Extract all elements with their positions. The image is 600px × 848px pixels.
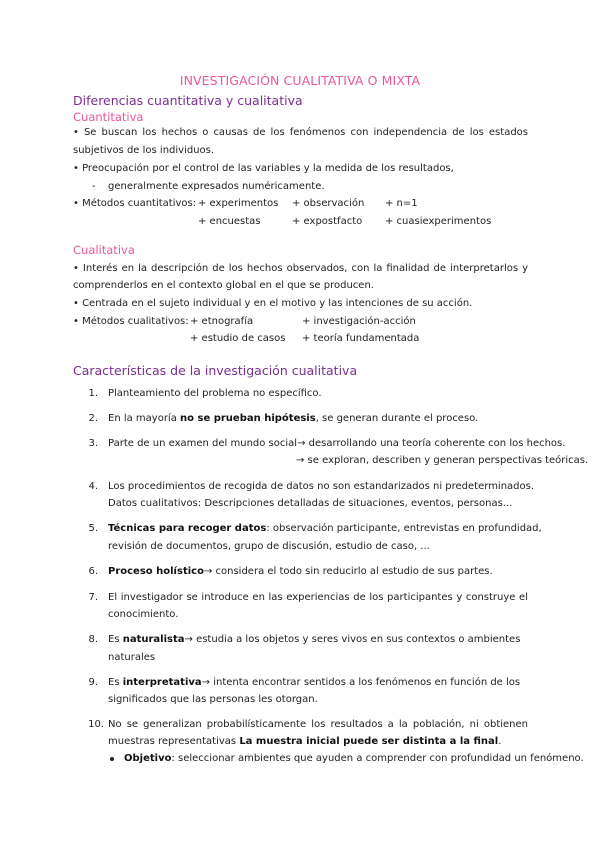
item-number: 5.: [88, 523, 98, 534]
item-10-line-1: No se generalizan probabilísticamente los resultados a la población, ni obtienen: [108, 719, 528, 730]
item-5-line-2: revisión de documentos, grupo de discusión, estudio de caso, ...: [108, 541, 430, 552]
cual-bullet-2: • Centrada en el sujeto individual y en el motivo y las intenciones de su acción.: [73, 298, 473, 309]
item-number: 7.: [88, 592, 98, 603]
cuant-method: + encuestas: [198, 216, 261, 227]
cuant-bullet-1-line-1: • Se buscan los hechos o causas de los fenómenos con independencia de los estados: [73, 127, 528, 138]
cuant-dash: -: [92, 181, 96, 192]
bullet-dot: [110, 757, 114, 761]
item-number: 6.: [88, 566, 98, 577]
item-7-line-1: El investigador se introduce en las experiencias de los participantes y construye el: [108, 592, 528, 603]
cuant-method: + experimentos: [198, 198, 279, 209]
item-1-text: Planteamiento del problema no específico.: [108, 388, 322, 399]
section-heading-caracteristicas: Características de la investigación cualitativa: [73, 363, 358, 378]
cual-method: + etnografía: [190, 316, 254, 327]
item-number: 3.: [88, 438, 98, 449]
item-6-text: Proceso holístico→ considera el todo sin reducirlo al estudio de sus partes.: [108, 566, 493, 577]
cual-method: + teoría fundamentada: [302, 333, 420, 344]
item-number: 8.: [88, 634, 98, 645]
subheading-cualitativa: Cualitativa: [73, 243, 135, 257]
objetivo-line: Objetivo: seleccionar ambientes que ayuden a comprender con profundidad un fenómeno.: [124, 753, 584, 764]
item-number: 9.: [88, 677, 98, 688]
item-number: 2.: [88, 413, 98, 424]
cuant-method: + expostfacto: [292, 216, 363, 227]
item-10-line-2: muestras representativas La muestra inicial puede ser distinta a la final.: [108, 736, 502, 747]
item-number: 10.: [88, 719, 104, 730]
cuant-bullet-1-line-2: subjetivos de los individuos.: [73, 145, 215, 156]
item-3-line-2: → se exploran, describen y generan perspectivas teóricas.: [296, 455, 589, 466]
cuant-method: + observación: [292, 198, 365, 209]
cual-bullet-1-line-2: comprenderlos en el contexto global en el que se producen.: [73, 280, 374, 291]
item-4-line-1: Los procedimientos de recogida de datos no son estandarizados ni predeterminados.: [108, 481, 535, 492]
cuant-bullet-2: • Preocupación por el control de las variables y la medida de los resultados,: [73, 163, 454, 174]
item-3-line-1: Parte de un examen del mundo social→ desarrollando una teoría coherente con los hechos.: [108, 438, 566, 449]
page-title: INVESTIGACIÓN CUALITATIVA O MIXTA: [179, 73, 421, 88]
item-9-line-2: significados que las personas les otorgan.: [108, 694, 318, 705]
item-4-line-2: Datos cualitativos: Descripciones detalladas de situaciones, eventos, personas...: [108, 498, 513, 509]
item-5-line-1: Técnicas para recoger datos: observación participante, entrevistas en profundidad,: [108, 523, 542, 534]
item-8-line-1: Es naturalista→ estudia a los objetos y seres vivos en sus contextos o ambientes: [108, 634, 521, 645]
cual-bullet-1-line-1: • Interés en la descripción de los hechos observados, con la finalidad de interpretarlos y: [73, 263, 528, 274]
cuant-sub-item: generalmente expresados numéricamente.: [108, 181, 325, 192]
cuant-methods-label: • Métodos cuantitativos:: [73, 198, 197, 209]
cuant-method: + n=1: [385, 198, 418, 209]
item-7-line-2: conocimiento.: [108, 609, 179, 620]
subheading-cuantitativa: Cuantitativa: [73, 110, 144, 124]
item-2-text: En la mayoría no se prueban hipótesis, se generan durante el proceso.: [108, 413, 479, 424]
cuant-method: + cuasiexperimentos: [385, 216, 492, 227]
item-8-line-2: naturales: [108, 652, 156, 663]
cual-method: + estudio de casos: [190, 333, 286, 344]
cual-method: + investigación-acción: [302, 316, 416, 327]
section-heading-diferencias: Diferencias cuantitativa y cualitativa: [73, 93, 303, 108]
item-9-line-1: Es interpretativa→ intenta encontrar sentidos a los fenómenos en función de los: [108, 677, 521, 688]
cual-methods-label: • Métodos cualitativos:: [73, 316, 189, 327]
item-number: 4.: [88, 481, 98, 492]
item-number: 1.: [88, 388, 98, 399]
